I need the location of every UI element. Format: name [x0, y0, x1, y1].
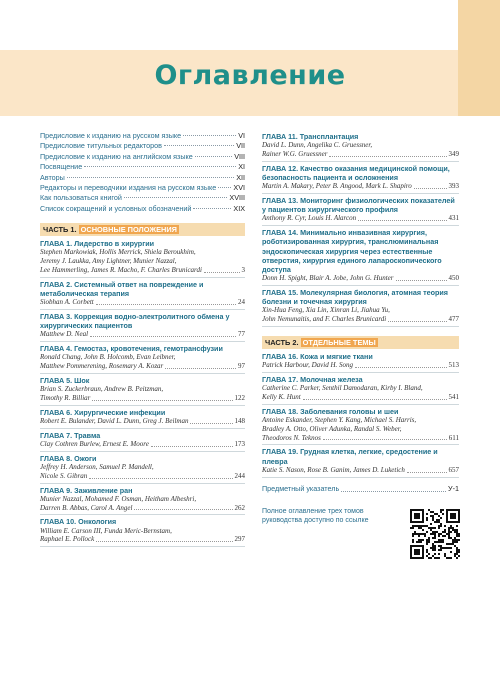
divider: [262, 404, 459, 405]
leader-dots: [407, 464, 447, 473]
leader-dots: [165, 360, 236, 369]
chapter-entry[interactable]: [40, 454, 245, 484]
leader-dots: [124, 197, 227, 198]
part-prefix: ЧАСТЬ 2.: [265, 338, 299, 348]
author-line: Catherine C. Parker, Senthil Damodaran, Kirby I. Bland,: [262, 384, 423, 393]
chapter-authors: [40, 362, 245, 371]
chapter-title: ГЛАВА 9. Заживление ран: [40, 485, 133, 495]
chapter-authors: [40, 266, 245, 275]
toc-label: Авторы: [40, 172, 65, 182]
page-number: XI: [238, 162, 245, 172]
chapter-entry[interactable]: [40, 312, 245, 342]
chapter-title: ГЛАВА 17. Молочная железа: [262, 375, 363, 385]
author-line: Brian S. Zuckerbraun, Andrew B. Peitzman,: [40, 385, 164, 394]
chapter-title: ГЛАВА 19. Грудная клетка, легкие, средостение и плевра: [262, 447, 438, 466]
chapter-title: ГЛАВА 7. Травма: [40, 430, 101, 440]
page-number: XVIII: [229, 193, 245, 203]
chapter-authors: [262, 361, 459, 370]
author-line: Rainer W.G. Gruessner: [262, 150, 328, 158]
chapter-title: ГЛАВА 8. Ожоги: [40, 453, 97, 463]
leader-dots: [164, 145, 234, 146]
chapter-entry[interactable]: [40, 517, 245, 547]
chapter-authors: [262, 416, 459, 425]
left-column: [40, 131, 245, 549]
page-number: VIII: [234, 151, 245, 161]
toc-label: Посвящение: [40, 162, 83, 172]
toc-label: Редакторы и переводчики издания на русском языке: [40, 183, 217, 193]
author-line: Munier Nazzal, Mohamed F. Osman, Heitham Albeshri,: [40, 494, 197, 503]
chapter-authors: [40, 504, 245, 513]
leader-dots: [323, 432, 447, 441]
page-number: 244: [234, 471, 245, 480]
chapter-entry[interactable]: [40, 239, 245, 278]
leader-dots: [92, 392, 232, 401]
divider: [262, 193, 459, 194]
toc-entry[interactable]: [40, 204, 245, 214]
chapter-entry[interactable]: [40, 486, 245, 516]
index-label: Предметный указатель: [262, 483, 340, 493]
front-matter-list: [40, 131, 245, 214]
page-number: VI: [238, 131, 245, 140]
toc-entry[interactable]: [40, 173, 245, 183]
chapter-entry[interactable]: [262, 407, 459, 446]
part-name: ОТДЕЛЬНЫЕ ТЕМЫ: [302, 338, 376, 348]
author-line: Jeffrey H. Anderson, Samuel P. Mandell,: [40, 463, 154, 472]
chapter-entry[interactable]: [262, 375, 459, 405]
toc-label: Предисловие к изданию на русском языке: [40, 131, 182, 140]
author-line: Jeremy J. Laukka, Amy Lightner, Munier Nazzal,: [40, 257, 177, 266]
chapter-title: ГЛАВА 11. Трансплантация: [262, 132, 359, 141]
divider: [40, 309, 245, 310]
page-number: 97: [238, 362, 245, 371]
author-line: Matthew Pommerening, Rosemary A. Kozar: [40, 362, 164, 371]
qr-code-icon[interactable]: [410, 509, 460, 559]
chapter-entry[interactable]: [40, 280, 245, 310]
divider: [40, 428, 245, 429]
chapter-authors: [40, 330, 245, 339]
chapter-list: [262, 132, 459, 327]
leader-dots: [218, 187, 231, 188]
author-line: Patrick Harbour, David H. Song: [262, 361, 353, 370]
author-line: Kelly K. Hunt: [262, 393, 301, 402]
page-number: 541: [448, 393, 459, 402]
divider: [40, 373, 245, 374]
chapter-authors: [262, 182, 459, 191]
page-number: 173: [234, 440, 245, 449]
author-line: William E. Carson III, Funda Meric-Bernstam,: [40, 526, 172, 535]
author-line: Anthony R. Cyr, Louis H. Alarcon: [262, 214, 357, 223]
toc-entry[interactable]: [40, 193, 245, 203]
divider: [262, 372, 459, 373]
leader-dots: [204, 264, 240, 273]
chapter-title: ГЛАВА 2. Системный ответ на повреждение и метаболическая терапия: [40, 279, 204, 299]
chapter-authors: [40, 298, 245, 307]
leader-dots: [151, 438, 233, 447]
chapter-title: ГЛАВА 13. Мониторинг физиологических показателей у пациентов хирургического профиля: [262, 196, 455, 215]
leader-dots: [329, 148, 446, 157]
page-number: 3: [241, 266, 245, 275]
toc-label: Предисловие к изданию на английском языке: [40, 151, 193, 161]
page-number: 148: [234, 417, 245, 426]
chapter-title: ГЛАВА 18. Заболевания головы и шеи: [262, 406, 399, 416]
leader-dots: [388, 313, 446, 322]
leader-dots: [90, 328, 236, 337]
leader-dots: [414, 180, 447, 189]
page-number: 393: [448, 182, 459, 191]
author-line: Theodoros N. Teknos: [262, 433, 321, 442]
part-1-header: [40, 223, 245, 236]
chapter-title: ГЛАВА 5. Шок: [40, 376, 90, 386]
author-line: Matthew D. Neal: [40, 330, 89, 339]
leader-dots: [67, 177, 234, 178]
chapter-entry[interactable]: [262, 447, 459, 477]
toc-entry[interactable]: [40, 152, 245, 162]
chapter-list: [262, 352, 459, 478]
page-number: VII: [236, 141, 245, 151]
author-line: Xin-Hua Feng, Xia Lin, Xinran Li, Jiahua Yu,: [262, 306, 390, 315]
leader-dots: [341, 482, 446, 492]
leader-dots: [358, 212, 446, 221]
page-number: XVI: [233, 183, 245, 193]
qr-note: Полное оглавление трех томов руководства доступно по ссылке: [262, 508, 369, 524]
toc-entry[interactable]: [40, 141, 245, 151]
leader-dots: [89, 470, 232, 479]
author-line: Ronald Chang, John B. Holcomb, Evan Leibner,: [40, 353, 176, 362]
chapter-authors: [262, 214, 459, 223]
leader-dots: [355, 359, 447, 368]
chapter-entry[interactable]: [262, 196, 459, 226]
chapter-title: ГЛАВА 4. Гемостаз, кровотечения, гемотрансфузии: [40, 344, 223, 354]
divider: [40, 514, 245, 515]
leader-dots: [193, 208, 231, 209]
part-name: ОСНОВНЫЕ ПОЛОЖЕНИЯ: [80, 225, 177, 235]
divider: [40, 546, 245, 547]
chapter-authors: [262, 150, 459, 159]
chapter-authors: [262, 434, 459, 443]
chapter-entry[interactable]: [262, 228, 459, 286]
page-number: 611: [448, 433, 459, 442]
part-prefix: ЧАСТЬ 1.: [43, 225, 77, 235]
toc-entry[interactable]: [40, 183, 245, 193]
chapter-title: ГЛАВА 14. Минимально инвазивная хирургия, роботизированная хирургия, транслюминальная эндоскопическая хирургия через естественные отверстия, хирургия единого лапароскопического доступа: [262, 228, 442, 275]
author-line: David L. Dunn, Angelika C. Gruessner,: [262, 141, 373, 150]
chapter-entry[interactable]: [40, 344, 245, 374]
leader-dots: [195, 156, 232, 157]
chapter-authors: [40, 417, 245, 426]
page-number: У-1: [448, 483, 459, 493]
chapter-authors: [262, 315, 459, 324]
author-line: Bradley A. Otto, Oliver Adunka, Randal S. Weber,: [262, 424, 402, 433]
page-number: 477: [448, 315, 459, 324]
divider: [262, 285, 459, 286]
part-2-header: [262, 336, 459, 349]
page-number: XII: [236, 172, 245, 182]
author-line: Siobhan A. Corbett: [40, 298, 94, 307]
author-line: Katie S. Nason, Rose B. Ganim, James D. Luketich: [262, 465, 405, 474]
chapter-title: ГЛАВА 10. Онкология: [40, 517, 117, 527]
chapter-authors: [262, 274, 459, 283]
chapter-entry[interactable]: [40, 408, 245, 429]
author-line: Clay Cothren Burlew, Ernest E. Moore: [40, 440, 149, 449]
leader-dots: [96, 533, 232, 542]
divider: [262, 225, 459, 226]
author-line: Timothy R. Billiar: [40, 394, 91, 403]
leader-dots: [96, 296, 236, 305]
chapter-authors: [40, 394, 245, 403]
page-number: 349: [448, 150, 459, 158]
author-line: Nicole S. Gibran: [40, 471, 88, 480]
author-line: Stephen Markowiak, Hollis Merrick, Shiela Beroukhim,: [40, 248, 196, 257]
author-line: Martin A. Makary, Peter B. Angood, Mark L. Shapiro: [262, 182, 412, 191]
page-number: 513: [448, 361, 459, 370]
page-number: 431: [448, 214, 459, 223]
leader-dots: [134, 502, 232, 511]
author-line: Raphael E. Pollock: [40, 535, 95, 544]
page-number: 657: [448, 465, 459, 474]
page-number: 77: [238, 330, 245, 339]
chapter-entry[interactable]: [40, 431, 245, 452]
page-number: 450: [448, 274, 459, 283]
chapter-entry[interactable]: [262, 132, 459, 162]
page-number: 262: [234, 503, 245, 512]
toc-label: Список сокращений и условных обозначений: [40, 203, 192, 213]
leader-dots: [183, 135, 236, 136]
author-line: Lee Hammerling, James R. Macho, F. Charles Brunicardi: [40, 266, 202, 275]
author-line: Donn H. Spight, Blair A. Jobe, John G. Hunter: [262, 274, 394, 283]
chapter-entry[interactable]: [40, 376, 245, 406]
chapter-title: ГЛАВА 12. Качество оказания медицинской помощи, безопасность пациента и осложнения: [262, 163, 450, 182]
chapter-authors: [40, 535, 245, 544]
leader-dots: [303, 391, 447, 400]
author-line: John Nemunaitis, and F. Charles Brunicardi: [262, 315, 387, 324]
right-column: [262, 131, 459, 494]
chapter-title: ГЛАВА 1. Лидерство в хирургии: [40, 239, 155, 249]
chapter-entry[interactable]: [262, 352, 459, 373]
chapter-title: ГЛАВА 6. Хирургические инфекции: [40, 407, 166, 417]
toc-label: Предисловие титульных редакторов: [40, 141, 162, 151]
toc-entry[interactable]: [40, 162, 245, 172]
page-number: 122: [234, 394, 245, 403]
chapter-entry[interactable]: [262, 164, 459, 194]
divider: [262, 161, 459, 162]
page-title: Оглавление: [154, 60, 346, 91]
chapter-entry[interactable]: [262, 288, 459, 327]
divider: [40, 277, 245, 278]
leader-dots: [84, 166, 236, 167]
chapter-authors: [40, 472, 245, 481]
leader-dots: [190, 415, 232, 424]
chapter-title: ГЛАВА 16. Кожа и мягкие ткани: [262, 352, 373, 362]
author-line: Robert E. Bulander, David L. Dunn, Greg J. Beilman: [40, 417, 189, 426]
toc-entry[interactable]: [40, 131, 245, 141]
divider: [262, 477, 459, 478]
divider: [40, 483, 245, 484]
divider: [40, 341, 245, 342]
chapter-title: ГЛАВА 3. Коррекция водно-электролитного обмена у хирургических пациентов: [40, 312, 230, 331]
leader-dots: [396, 272, 447, 281]
divider: [262, 444, 459, 445]
page-number: XIX: [233, 203, 245, 213]
divider: [40, 405, 245, 406]
page-number: 24: [238, 298, 245, 307]
divider: [262, 326, 459, 327]
chapter-list: [40, 239, 245, 547]
index-entry[interactable]: [262, 484, 459, 494]
toc-label: Как пользоваться книгой: [40, 193, 122, 203]
chapter-title: ГЛАВА 15. Молекулярная биология, атомная теория болезни и точечная хирургия: [262, 288, 448, 307]
author-line: Darren B. Abbas, Carol A. Angel: [40, 503, 133, 512]
chapter-authors: [40, 440, 245, 449]
chapter-authors: [262, 393, 459, 402]
header-accent: [458, 0, 500, 116]
page-number: 297: [234, 535, 245, 544]
divider: [40, 451, 245, 452]
author-line: Antoine Eskander, Stephen Y. Kang, Michael S. Harris,: [262, 416, 417, 425]
chapter-authors: [40, 248, 245, 257]
chapter-authors: [262, 466, 459, 475]
